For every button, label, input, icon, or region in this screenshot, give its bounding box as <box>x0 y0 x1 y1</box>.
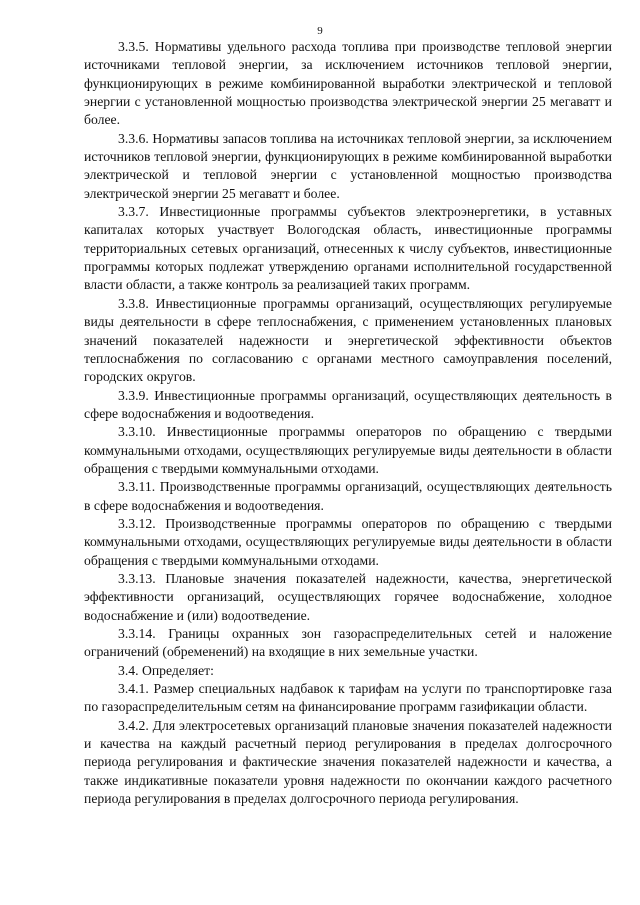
paragraph-3-3-7: 3.3.7. Инвестиционные программы субъектов электроэнергетики, в уставных капиталах которых участвует Вологодская область, инвестиционные программы территориальных сетевых организаций, отнесенных к числу субъектов, инвестиционные программы которых подлежат утверждению органами исполнительной государственной власти области, а также контроль за реализацией таких программ. <box>84 204 612 293</box>
paragraph-3-3-8: 3.3.8. Инвестиционные программы организаций, осуществляющих регулируемые виды деятельности в сфере теплоснабжения, с применением установленных плановых значений показателей надежности и энергетической эффективности объектов теплоснабжения по согласованию с органами местного самоуправления поселений, городских округов. <box>84 295 612 385</box>
paragraph-3-3-13: 3.3.13. Плановые значения показателей надежности, качества, энергетической эффективности организаций, осуществляющих горячее водоснабжение, холодное водоснабжение и (или) водоотведение. <box>84 570 612 623</box>
paragraph-3-3-12: 3.3.12. Производственные программы операторов по обращению с твердыми коммунальными отходами, осуществляющих регулируемые виды деятельности в области обращения с твердыми коммунальными отходами. <box>84 515 612 568</box>
paragraph-3-3-10: 3.3.10. Инвестиционные программы операторов по обращению с твердыми коммунальными отходами, осуществляющих регулируемые виды деятельности в области обращения с твердыми коммунальными отходами. <box>84 424 612 476</box>
paragraph-3-3-9: 3.3.9. Инвестиционные программы организаций, осуществляющих деятельность в сфере водоснабжения и водоотведения. <box>84 387 612 421</box>
paragraph-3-4-1: 3.4.1. Размер специальных надбавок к тарифам на услуги по транспортировке газа по газораспределительным сетям на финансирование программ газификации области. <box>84 681 612 715</box>
paragraph-3-4: 3.4. Определяет: <box>118 662 214 678</box>
paragraph-3-3-11: 3.3.11. Производственные программы организаций, осуществляющих деятельность в сфере водоснабжения и водоотведения. <box>84 479 612 513</box>
paragraph-3-3-5: 3.3.5. Нормативы удельного расхода топлива при производстве тепловой энергии источниками тепловой энергии, за исключением источников тепловой энергии, функционирующих в режиме комбинированной выработки электрической и тепловой энергии с установленной мощностью производства электрической энергии 25 мегаватт и более. <box>84 39 612 128</box>
document-body <box>84 38 612 808</box>
paragraph-3-4-2: 3.4.2. Для электросетевых организаций плановые значения показателей надежности и качества на каждый расчетный период регулирования в пределах долгосрочного периода регулирования и фактические значения показателей надежности и качества, а также индикативные показатели уровня надежности по окончании каждого расчетного периода регулирования в пределах долгосрочного периода регулирования. <box>84 717 612 807</box>
page-number: 9 <box>317 25 323 37</box>
paragraph-3-3-6: 3.3.6. Нормативы запасов топлива на источниках тепловой энергии, за исключением источников тепловой энергии, функционирующих в режиме комбинированной выработки электрической и тепловой энергии с установленной мощностью производства электрической энергии 25 мегаватт и более. <box>84 130 612 201</box>
paragraph-3-3-14: 3.3.14. Границы охранных зон газораспределительных сетей и наложение ограничений (обременений) на входящие в них земельные участки. <box>84 626 612 660</box>
